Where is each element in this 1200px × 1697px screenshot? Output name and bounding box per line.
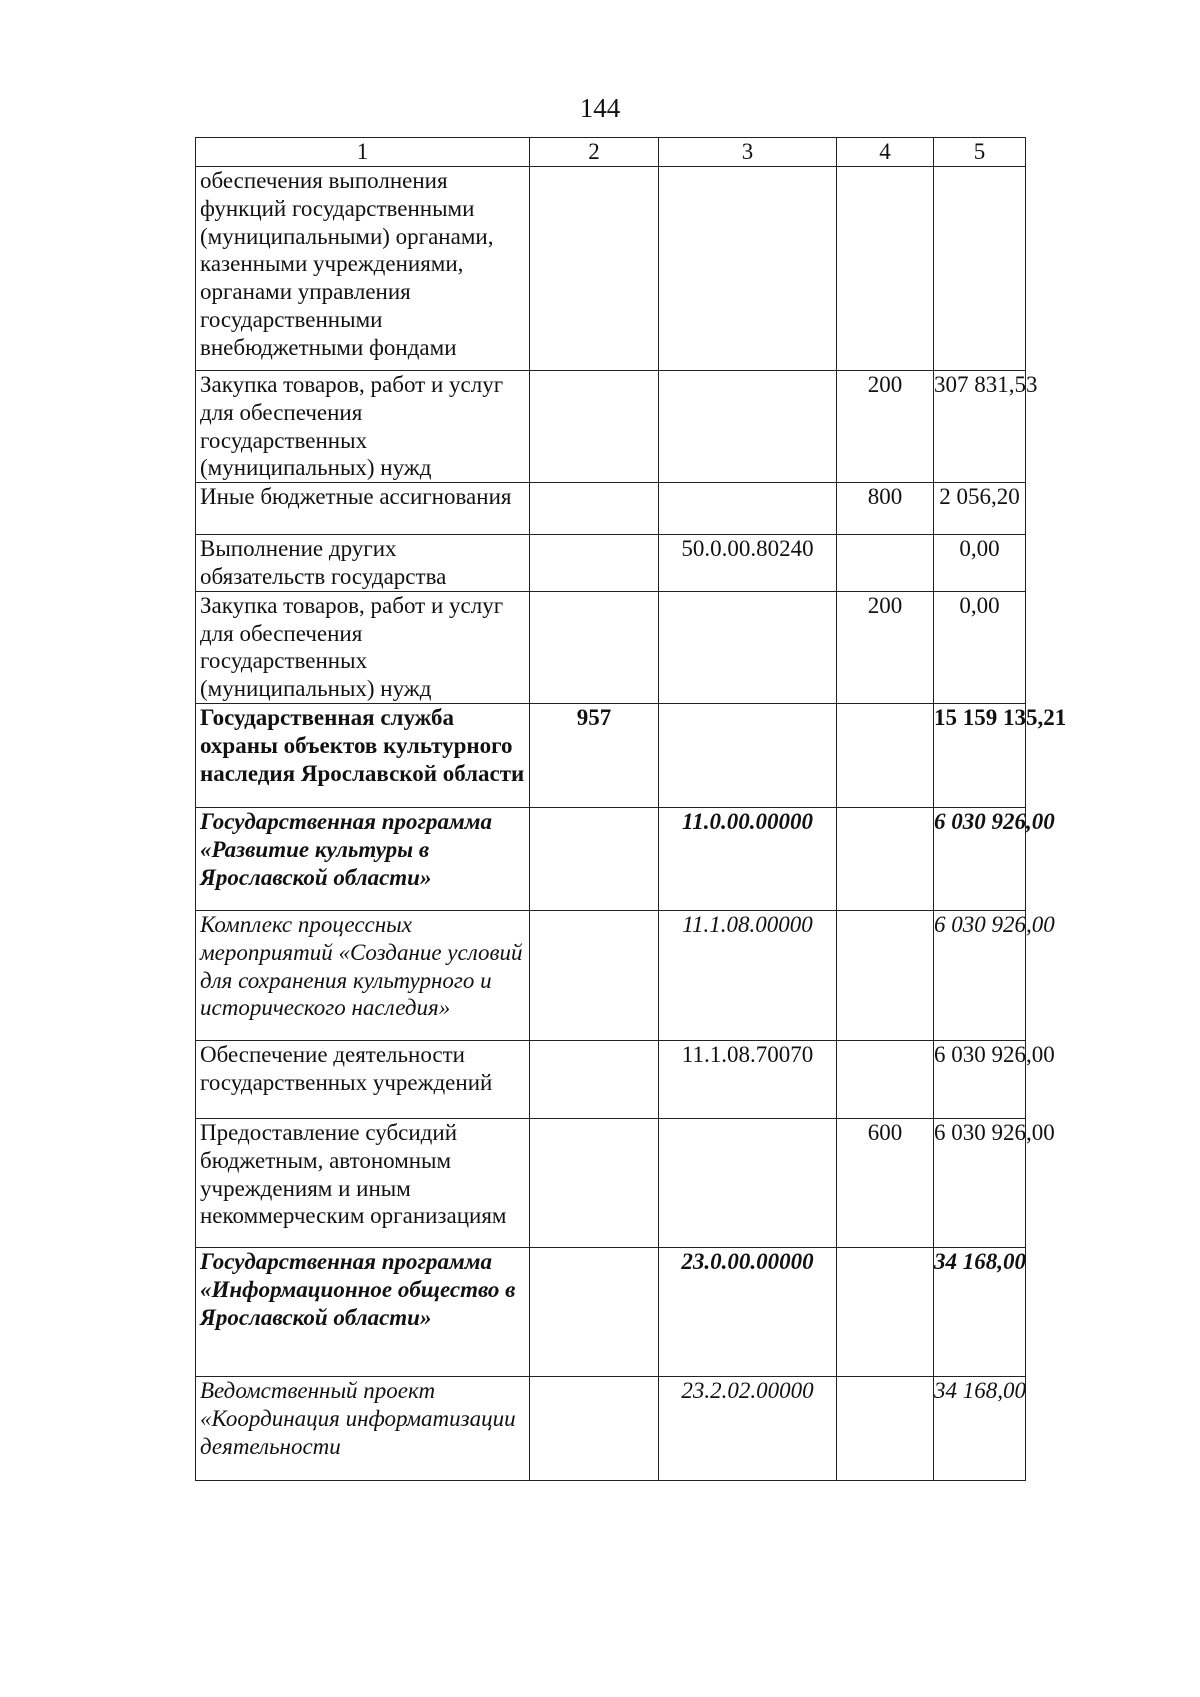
row-amount-cell: 6 030 926,00 <box>934 807 1026 910</box>
row-expense-kind-cell <box>837 167 934 371</box>
row-target-code-cell <box>659 371 837 483</box>
row-expense-kind-cell: 800 <box>837 483 934 535</box>
page-number: 144 <box>579 93 621 123</box>
row-expense-kind-cell: 200 <box>837 591 934 703</box>
row-name-cell: Иные бюджетные ассигнования <box>196 483 530 535</box>
column-header-5: 5 <box>934 138 1026 167</box>
row-ministry-code-cell <box>530 535 659 592</box>
row-name-cell: Предоставление субсидий бюджетным, автономным учреждениям и иным некоммерческим организациям <box>196 1118 530 1247</box>
row-ministry-code-cell <box>530 1118 659 1247</box>
table-row <box>196 591 1026 703</box>
row-ministry-code-cell <box>530 591 659 703</box>
column-header-4: 4 <box>837 138 934 167</box>
row-name-cell: Закупка товаров, работ и услуг для обеспечения государственных (муниципальных) нужд <box>196 371 530 483</box>
row-amount-cell: 34 168,00 <box>934 1247 1026 1376</box>
row-target-code-cell: 50.0.00.80240 <box>659 535 837 592</box>
row-expense-kind-cell <box>837 1247 934 1376</box>
table-header-row <box>196 138 1026 167</box>
row-ministry-code-cell <box>530 167 659 371</box>
row-expense-kind-cell: 200 <box>837 371 934 483</box>
row-amount-cell: 15 159 135,21 <box>934 703 1026 807</box>
row-name-cell: обеспечения выполнения функций государственными (муниципальными) органами, казенными учреждениями, органами управления государственными внебюджетными фондами <box>196 167 530 371</box>
table-row <box>196 910 1026 1040</box>
row-ministry-code-cell <box>530 1247 659 1376</box>
row-expense-kind-cell <box>837 535 934 592</box>
row-target-code-cell: 23.2.02.00000 <box>659 1376 837 1480</box>
row-target-code-cell <box>659 703 837 807</box>
table-body <box>196 167 1067 1481</box>
row-name-cell: Выполнение других обязательств государства <box>196 535 530 592</box>
row-amount-cell: 307 831,53 <box>934 371 1026 483</box>
table-row <box>196 167 1026 371</box>
row-expense-kind-cell <box>837 910 934 1040</box>
column-header-3: 3 <box>659 138 837 167</box>
row-amount-cell: 6 030 926,00 <box>934 1118 1026 1247</box>
budget-table <box>195 137 1067 1481</box>
row-expense-kind-cell: 600 <box>837 1118 934 1247</box>
row-amount-cell <box>934 167 1026 371</box>
row-name-cell: Закупка товаров, работ и услуг для обеспечения государственных (муниципальных) нужд <box>196 591 530 703</box>
row-name-cell: Государственная служба охраны объектов культурного наследия Ярославской области <box>196 703 530 807</box>
table-row <box>196 1376 1026 1480</box>
row-ministry-code-cell <box>530 1040 659 1118</box>
row-target-code-cell: 23.0.00.00000 <box>659 1247 837 1376</box>
table-row <box>196 1247 1026 1376</box>
row-name-cell: Государственная программа «Развитие культуры в Ярославской области» <box>196 807 530 910</box>
row-amount-cell: 6 030 926,00 <box>934 1040 1026 1118</box>
row-name-cell: Ведомственный проект «Координация информатизации деятельности <box>196 1376 530 1480</box>
row-amount-cell: 0,00 <box>934 535 1026 592</box>
row-expense-kind-cell <box>837 1040 934 1118</box>
row-target-code-cell <box>659 483 837 535</box>
row-target-code-cell <box>659 591 837 703</box>
row-target-code-cell: 11.0.00.00000 <box>659 807 837 910</box>
row-amount-cell: 2 056,20 <box>934 483 1026 535</box>
row-name-cell: Обеспечение деятельности государственных учреждений <box>196 1040 530 1118</box>
row-target-code-cell <box>659 167 837 371</box>
table-row <box>196 1040 1026 1118</box>
row-ministry-code-cell <box>530 910 659 1040</box>
table-row <box>196 371 1026 483</box>
row-ministry-code-cell <box>530 371 659 483</box>
row-expense-kind-cell <box>837 703 934 807</box>
table-row <box>196 807 1026 910</box>
table-row <box>196 703 1026 807</box>
column-header-1: 1 <box>196 138 530 167</box>
row-ministry-code-cell: 957 <box>530 703 659 807</box>
table-row <box>196 1118 1026 1247</box>
row-ministry-code-cell <box>530 807 659 910</box>
row-target-code-cell <box>659 1118 837 1247</box>
column-header-2: 2 <box>530 138 659 167</box>
row-amount-cell: 6 030 926,00 <box>934 910 1026 1040</box>
row-name-cell: Государственная программа «Информационное общество в Ярославской области» <box>196 1247 530 1376</box>
row-target-code-cell: 11.1.08.70070 <box>659 1040 837 1118</box>
row-ministry-code-cell <box>530 483 659 535</box>
row-expense-kind-cell <box>837 1376 934 1480</box>
row-ministry-code-cell <box>530 1376 659 1480</box>
row-name-cell: Комплекс процессных мероприятий «Создание условий для сохранения культурного и исторического наследия» <box>196 910 530 1040</box>
row-amount-cell: 0,00 <box>934 591 1026 703</box>
table-row <box>196 483 1026 535</box>
row-amount-cell: 34 168,00 <box>934 1376 1026 1480</box>
row-target-code-cell: 11.1.08.00000 <box>659 910 837 1040</box>
table-row <box>196 535 1026 592</box>
row-expense-kind-cell <box>837 807 934 910</box>
